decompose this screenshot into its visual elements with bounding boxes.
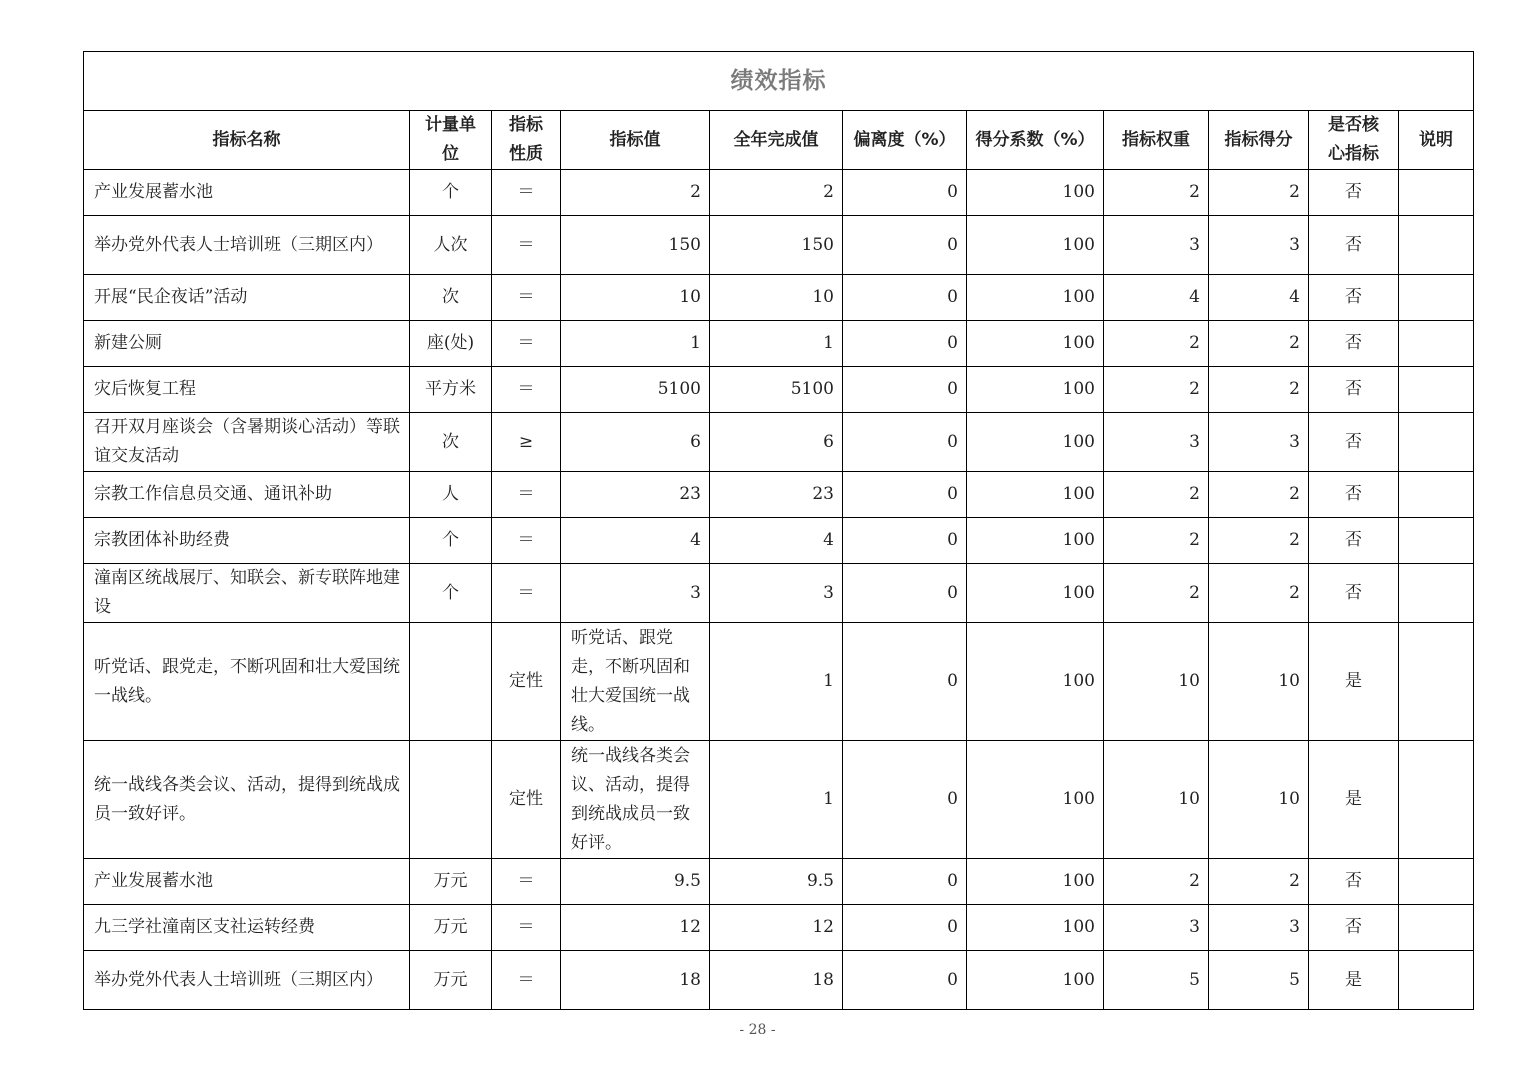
cell-deviation: 0 xyxy=(843,472,967,518)
cell-score: 2 xyxy=(1209,859,1309,905)
cell-note xyxy=(1399,367,1474,413)
cell-indicator-name: 新建公厕 xyxy=(84,321,410,367)
cell-annual-actual: 23 xyxy=(710,472,843,518)
cell-indicator-name: 举办党外代表人士培训班（三期区内） xyxy=(84,951,410,1010)
cell-is-core: 否 xyxy=(1309,367,1399,413)
cell-nature: ＝ xyxy=(492,951,561,1010)
cell-weight: 2 xyxy=(1104,170,1209,216)
cell-nature: ＝ xyxy=(492,905,561,951)
cell-weight: 4 xyxy=(1104,275,1209,321)
cell-deviation: 0 xyxy=(843,859,967,905)
cell-target-value: 4 xyxy=(561,518,710,564)
cell-target-value: 12 xyxy=(561,905,710,951)
cell-target-value: 统一战线各类会议、活动，提得到统战成员一致好评。 xyxy=(561,741,710,859)
cell-score: 10 xyxy=(1209,623,1309,741)
cell-score-coefficient: 100 xyxy=(967,216,1104,275)
cell-is-core: 否 xyxy=(1309,472,1399,518)
cell-indicator-name: 举办党外代表人士培训班（三期区内） xyxy=(84,216,410,275)
cell-score: 2 xyxy=(1209,321,1309,367)
cell-indicator-name: 宗教团体补助经费 xyxy=(84,518,410,564)
cell-score: 4 xyxy=(1209,275,1309,321)
page-number: - 28 - xyxy=(739,1022,776,1038)
cell-annual-actual: 5100 xyxy=(710,367,843,413)
cell-weight: 3 xyxy=(1104,413,1209,472)
cell-unit: 个 xyxy=(410,518,492,564)
cell-deviation: 0 xyxy=(843,170,967,216)
cell-deviation: 0 xyxy=(843,741,967,859)
table-row xyxy=(84,216,1474,275)
cell-annual-actual: 1 xyxy=(710,741,843,859)
cell-nature: ＝ xyxy=(492,859,561,905)
cell-score: 2 xyxy=(1209,518,1309,564)
table-row xyxy=(84,905,1474,951)
cell-deviation: 0 xyxy=(843,275,967,321)
cell-unit: 平方米 xyxy=(410,367,492,413)
cell-indicator-name: 九三学社潼南区支社运转经费 xyxy=(84,905,410,951)
cell-score: 2 xyxy=(1209,170,1309,216)
cell-indicator-name: 宗教工作信息员交通、通讯补助 xyxy=(84,472,410,518)
cell-unit: 万元 xyxy=(410,951,492,1010)
cell-target-value: 听党话、跟党走，不断巩固和壮大爱国统一战线。 xyxy=(561,623,710,741)
cell-is-core: 是 xyxy=(1309,741,1399,859)
cell-score-coefficient: 100 xyxy=(967,859,1104,905)
cell-annual-actual: 12 xyxy=(710,905,843,951)
cell-score-coefficient: 100 xyxy=(967,275,1104,321)
cell-score-coefficient: 100 xyxy=(967,741,1104,859)
cell-weight: 2 xyxy=(1104,472,1209,518)
cell-score-coefficient: 100 xyxy=(967,413,1104,472)
cell-annual-actual: 9.5 xyxy=(710,859,843,905)
cell-deviation: 0 xyxy=(843,623,967,741)
cell-is-core: 否 xyxy=(1309,275,1399,321)
cell-weight: 10 xyxy=(1104,623,1209,741)
cell-target-value: 1 xyxy=(561,321,710,367)
cell-is-core: 否 xyxy=(1309,905,1399,951)
header-deviation: 偏离度（%） xyxy=(843,111,967,170)
cell-indicator-name: 灾后恢复工程 xyxy=(84,367,410,413)
cell-nature: ＝ xyxy=(492,518,561,564)
table-row xyxy=(84,170,1474,216)
table-row xyxy=(84,321,1474,367)
cell-annual-actual: 10 xyxy=(710,275,843,321)
cell-deviation: 0 xyxy=(843,951,967,1010)
performance-indicator-table xyxy=(83,51,1474,1010)
cell-note xyxy=(1399,321,1474,367)
cell-indicator-name: 产业发展蓄水池 xyxy=(84,859,410,905)
header-is-core: 是否核心指标 xyxy=(1309,111,1399,170)
table-row xyxy=(84,741,1474,859)
cell-unit xyxy=(410,741,492,859)
cell-weight: 2 xyxy=(1104,321,1209,367)
cell-note xyxy=(1399,623,1474,741)
header-indicator-name: 指标名称 xyxy=(84,111,410,170)
cell-note xyxy=(1399,216,1474,275)
cell-nature: ≥ xyxy=(492,413,561,472)
cell-deviation: 0 xyxy=(843,321,967,367)
cell-nature: ＝ xyxy=(492,216,561,275)
cell-score-coefficient: 100 xyxy=(967,518,1104,564)
cell-nature: ＝ xyxy=(492,367,561,413)
cell-weight: 2 xyxy=(1104,859,1209,905)
cell-weight: 3 xyxy=(1104,216,1209,275)
table-row xyxy=(84,413,1474,472)
cell-score: 3 xyxy=(1209,905,1309,951)
table-row xyxy=(84,275,1474,321)
cell-score-coefficient: 100 xyxy=(967,564,1104,623)
cell-is-core: 否 xyxy=(1309,518,1399,564)
cell-score-coefficient: 100 xyxy=(967,321,1104,367)
cell-annual-actual: 3 xyxy=(710,564,843,623)
table-row xyxy=(84,367,1474,413)
cell-is-core: 否 xyxy=(1309,564,1399,623)
cell-note xyxy=(1399,275,1474,321)
cell-score-coefficient: 100 xyxy=(967,623,1104,741)
cell-annual-actual: 1 xyxy=(710,623,843,741)
cell-is-core: 否 xyxy=(1309,859,1399,905)
cell-nature: ＝ xyxy=(492,321,561,367)
cell-annual-actual: 18 xyxy=(710,951,843,1010)
cell-is-core: 否 xyxy=(1309,413,1399,472)
header-nature: 指标性质 xyxy=(492,111,561,170)
cell-unit: 个 xyxy=(410,170,492,216)
cell-indicator-name: 开展“民企夜话”活动 xyxy=(84,275,410,321)
table-row xyxy=(84,564,1474,623)
cell-note xyxy=(1399,413,1474,472)
cell-annual-actual: 1 xyxy=(710,321,843,367)
header-note: 说明 xyxy=(1399,111,1474,170)
cell-weight: 2 xyxy=(1104,367,1209,413)
cell-target-value: 23 xyxy=(561,472,710,518)
cell-score: 2 xyxy=(1209,564,1309,623)
cell-note xyxy=(1399,951,1474,1010)
cell-nature: 定性 xyxy=(492,623,561,741)
cell-weight: 3 xyxy=(1104,905,1209,951)
cell-annual-actual: 6 xyxy=(710,413,843,472)
table-row xyxy=(84,472,1474,518)
cell-annual-actual: 2 xyxy=(710,170,843,216)
cell-deviation: 0 xyxy=(843,518,967,564)
cell-unit: 万元 xyxy=(410,905,492,951)
cell-score: 3 xyxy=(1209,216,1309,275)
cell-unit: 人 xyxy=(410,472,492,518)
table-row xyxy=(84,859,1474,905)
cell-score: 2 xyxy=(1209,367,1309,413)
table-caption: 绩效指标 xyxy=(84,52,1474,111)
cell-indicator-name: 潼南区统战展厅、知联会、新专联阵地建设 xyxy=(84,564,410,623)
cell-nature: ＝ xyxy=(492,472,561,518)
header-weight: 指标权重 xyxy=(1104,111,1209,170)
cell-weight: 5 xyxy=(1104,951,1209,1010)
cell-nature: 定性 xyxy=(492,741,561,859)
table-row xyxy=(84,951,1474,1010)
cell-indicator-name: 产业发展蓄水池 xyxy=(84,170,410,216)
cell-target-value: 18 xyxy=(561,951,710,1010)
cell-deviation: 0 xyxy=(843,413,967,472)
cell-unit xyxy=(410,623,492,741)
cell-is-core: 是 xyxy=(1309,623,1399,741)
cell-deviation: 0 xyxy=(843,905,967,951)
cell-deviation: 0 xyxy=(843,216,967,275)
table-header-row xyxy=(84,111,1474,170)
cell-score-coefficient: 100 xyxy=(967,367,1104,413)
header-target-value: 指标值 xyxy=(561,111,710,170)
cell-weight: 2 xyxy=(1104,564,1209,623)
cell-nature: ＝ xyxy=(492,564,561,623)
cell-score-coefficient: 100 xyxy=(967,170,1104,216)
cell-nature: ＝ xyxy=(492,170,561,216)
cell-indicator-name: 听党话、跟党走，不断巩固和壮大爱国统一战线。 xyxy=(84,623,410,741)
cell-score: 5 xyxy=(1209,951,1309,1010)
cell-is-core: 否 xyxy=(1309,216,1399,275)
cell-score-coefficient: 100 xyxy=(967,905,1104,951)
cell-note xyxy=(1399,905,1474,951)
cell-is-core: 否 xyxy=(1309,321,1399,367)
cell-score: 2 xyxy=(1209,472,1309,518)
cell-note xyxy=(1399,518,1474,564)
header-annual-actual: 全年完成值 xyxy=(710,111,843,170)
cell-target-value: 3 xyxy=(561,564,710,623)
cell-indicator-name: 统一战线各类会议、活动，提得到统战成员一致好评。 xyxy=(84,741,410,859)
cell-weight: 10 xyxy=(1104,741,1209,859)
performance-indicator-sheet xyxy=(83,51,1473,1010)
cell-nature: ＝ xyxy=(492,275,561,321)
cell-weight: 2 xyxy=(1104,518,1209,564)
cell-annual-actual: 4 xyxy=(710,518,843,564)
cell-is-core: 否 xyxy=(1309,170,1399,216)
cell-deviation: 0 xyxy=(843,564,967,623)
cell-score-coefficient: 100 xyxy=(967,472,1104,518)
cell-unit: 人次 xyxy=(410,216,492,275)
cell-target-value: 6 xyxy=(561,413,710,472)
cell-note xyxy=(1399,741,1474,859)
header-unit: 计量单位 xyxy=(410,111,492,170)
cell-indicator-name: 召开双月座谈会（含暑期谈心活动）等联谊交友活动 xyxy=(84,413,410,472)
cell-target-value: 9.5 xyxy=(561,859,710,905)
cell-is-core: 是 xyxy=(1309,951,1399,1010)
header-score: 指标得分 xyxy=(1209,111,1309,170)
cell-unit: 次 xyxy=(410,275,492,321)
cell-unit: 个 xyxy=(410,564,492,623)
cell-deviation: 0 xyxy=(843,367,967,413)
cell-target-value: 150 xyxy=(561,216,710,275)
table-row xyxy=(84,518,1474,564)
table-row xyxy=(84,623,1474,741)
cell-target-value: 5100 xyxy=(561,367,710,413)
cell-target-value: 2 xyxy=(561,170,710,216)
cell-note xyxy=(1399,564,1474,623)
cell-note xyxy=(1399,472,1474,518)
cell-score-coefficient: 100 xyxy=(967,951,1104,1010)
cell-annual-actual: 150 xyxy=(710,216,843,275)
cell-note xyxy=(1399,859,1474,905)
cell-unit: 座(处) xyxy=(410,321,492,367)
cell-unit: 万元 xyxy=(410,859,492,905)
cell-score: 3 xyxy=(1209,413,1309,472)
cell-score: 10 xyxy=(1209,741,1309,859)
cell-note xyxy=(1399,170,1474,216)
cell-unit: 次 xyxy=(410,413,492,472)
header-score-coefficient: 得分系数（%） xyxy=(967,111,1104,170)
cell-target-value: 10 xyxy=(561,275,710,321)
